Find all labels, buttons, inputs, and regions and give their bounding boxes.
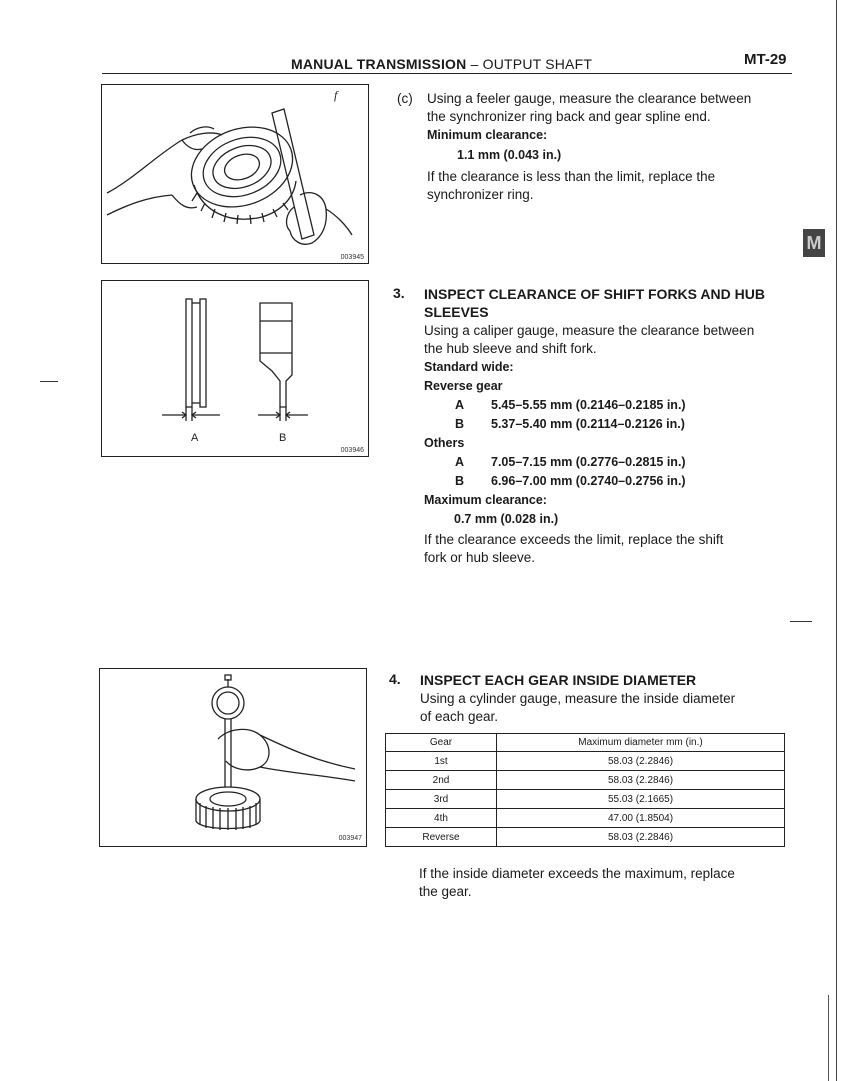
margin-mark xyxy=(40,381,58,382)
cylinder-gauge-illustration xyxy=(100,669,366,846)
gear-cell: 4th xyxy=(386,809,497,828)
step-4-text-line1: Using a cylinder gauge, measure the inside diameter xyxy=(420,691,736,706)
table-row xyxy=(386,771,785,790)
gear-cell: Reverse xyxy=(386,828,497,847)
synchronizer-illustration xyxy=(102,85,368,263)
table-header-row xyxy=(386,734,785,752)
step-4-body xyxy=(420,671,790,726)
figure-callout: f xyxy=(334,88,338,102)
maximum-clearance-label: Maximum clearance: xyxy=(424,493,547,507)
gear-cell: 1st xyxy=(386,752,497,771)
step-3-heading-line2: SLEEVES xyxy=(424,304,489,320)
diameter-cell: 58.03 (2.2846) xyxy=(497,752,785,771)
gear-cell: 2nd xyxy=(386,771,497,790)
title-separator: – xyxy=(470,56,479,72)
step-4-note-line2: the gear. xyxy=(419,884,472,899)
gear-diameter-table-wrap xyxy=(385,733,785,847)
step-3-number: 3. xyxy=(393,285,405,301)
header-rule xyxy=(102,73,792,74)
spec-reverse-b: B 5.37–5.40 mm (0.2114–0.2126 in.) xyxy=(455,417,685,431)
step-c-text-line2: the synchronizer ring back and gear spline end. xyxy=(427,109,711,124)
subsection-title: OUTPUT SHAFT xyxy=(482,56,593,72)
step-3-note-line1: If the clearance exceeds the limit, replace the shift xyxy=(424,532,724,547)
step-3-text-line2: the hub sleeve and shift fork. xyxy=(424,341,597,356)
reverse-gear-label: Reverse gear xyxy=(424,379,503,393)
page-edge-line-lower xyxy=(828,995,829,1081)
figure-code: 003947 xyxy=(338,835,362,842)
step-c-spec-value: 1.1 mm (0.043 in.) xyxy=(457,148,562,162)
table-row xyxy=(386,828,785,847)
step-c-note-line2: synchronizer ring. xyxy=(427,187,534,202)
figure-code: 003946 xyxy=(340,447,364,454)
maximum-clearance-value: 0.7 mm (0.028 in.) xyxy=(454,512,559,526)
step-3-heading-line1: INSPECT CLEARANCE OF SHIFT FORKS AND HUB xyxy=(424,286,765,302)
step-3-text-line1: Using a caliper gauge, measure the clearance between xyxy=(424,323,755,338)
table-row xyxy=(386,752,785,771)
figure-synchronizer-feeler-gauge xyxy=(101,84,369,264)
section-tab: M xyxy=(803,229,825,257)
dimension-label-a: A xyxy=(191,432,199,444)
step-4-number: 4. xyxy=(389,671,401,687)
step-3-body xyxy=(424,285,794,567)
margin-mark xyxy=(790,621,812,622)
section-title: MANUAL TRANSMISSION xyxy=(291,56,467,72)
spec-reverse-a: A 5.45–5.55 mm (0.2146–0.2185 in.) xyxy=(455,398,686,412)
diameter-cell: 58.03 (2.2846) xyxy=(497,828,785,847)
step-c-spec-label: Minimum clearance: xyxy=(427,128,548,142)
diameter-cell: 58.03 (2.2846) xyxy=(497,771,785,790)
step-c-marker: (c) xyxy=(397,91,413,106)
gear-cell: 3rd xyxy=(386,790,497,809)
spec-others-a: A 7.05–7.15 mm (0.2776–0.2815 in.) xyxy=(455,455,686,469)
spec-others-b: B 6.96–7.00 mm (0.2740–0.2756 in.) xyxy=(455,474,686,488)
col-header-max-diameter: Maximum diameter mm (in.) xyxy=(497,734,785,752)
table-row xyxy=(386,790,785,809)
figure-cylinder-gauge xyxy=(99,668,367,847)
figure-shift-fork-clearance xyxy=(101,280,369,457)
shift-fork-illustration xyxy=(102,281,368,456)
step-c-body xyxy=(427,90,792,204)
step-4-note xyxy=(419,865,791,901)
others-label: Others xyxy=(424,436,465,450)
step-4-note-line1: If the inside diameter exceeds the maximum, replace xyxy=(419,866,735,881)
diameter-cell: 55.03 (2.1665) xyxy=(497,790,785,809)
gear-diameter-table xyxy=(385,733,785,847)
step-c-text-line1: Using a feeler gauge, measure the clearance between xyxy=(427,91,752,106)
diameter-cell: 47.00 (1.8504) xyxy=(497,809,785,828)
page-header xyxy=(291,56,592,72)
step-3-note-line2: fork or hub sleeve. xyxy=(424,550,536,565)
page-edge-line xyxy=(836,0,837,1081)
step-4-heading: INSPECT EACH GEAR INSIDE DIAMETER xyxy=(420,672,697,688)
page-number: MT-29 xyxy=(744,51,787,68)
dimension-label-b: B xyxy=(279,432,287,444)
col-header-gear: Gear xyxy=(386,734,497,752)
standard-wide-label: Standard wide: xyxy=(424,360,514,374)
step-c-note-line1: If the clearance is less than the limit, replace the xyxy=(427,169,716,184)
step-4-text-line2: of each gear. xyxy=(420,709,499,724)
table-row xyxy=(386,809,785,828)
figure-code: 003945 xyxy=(340,254,364,261)
